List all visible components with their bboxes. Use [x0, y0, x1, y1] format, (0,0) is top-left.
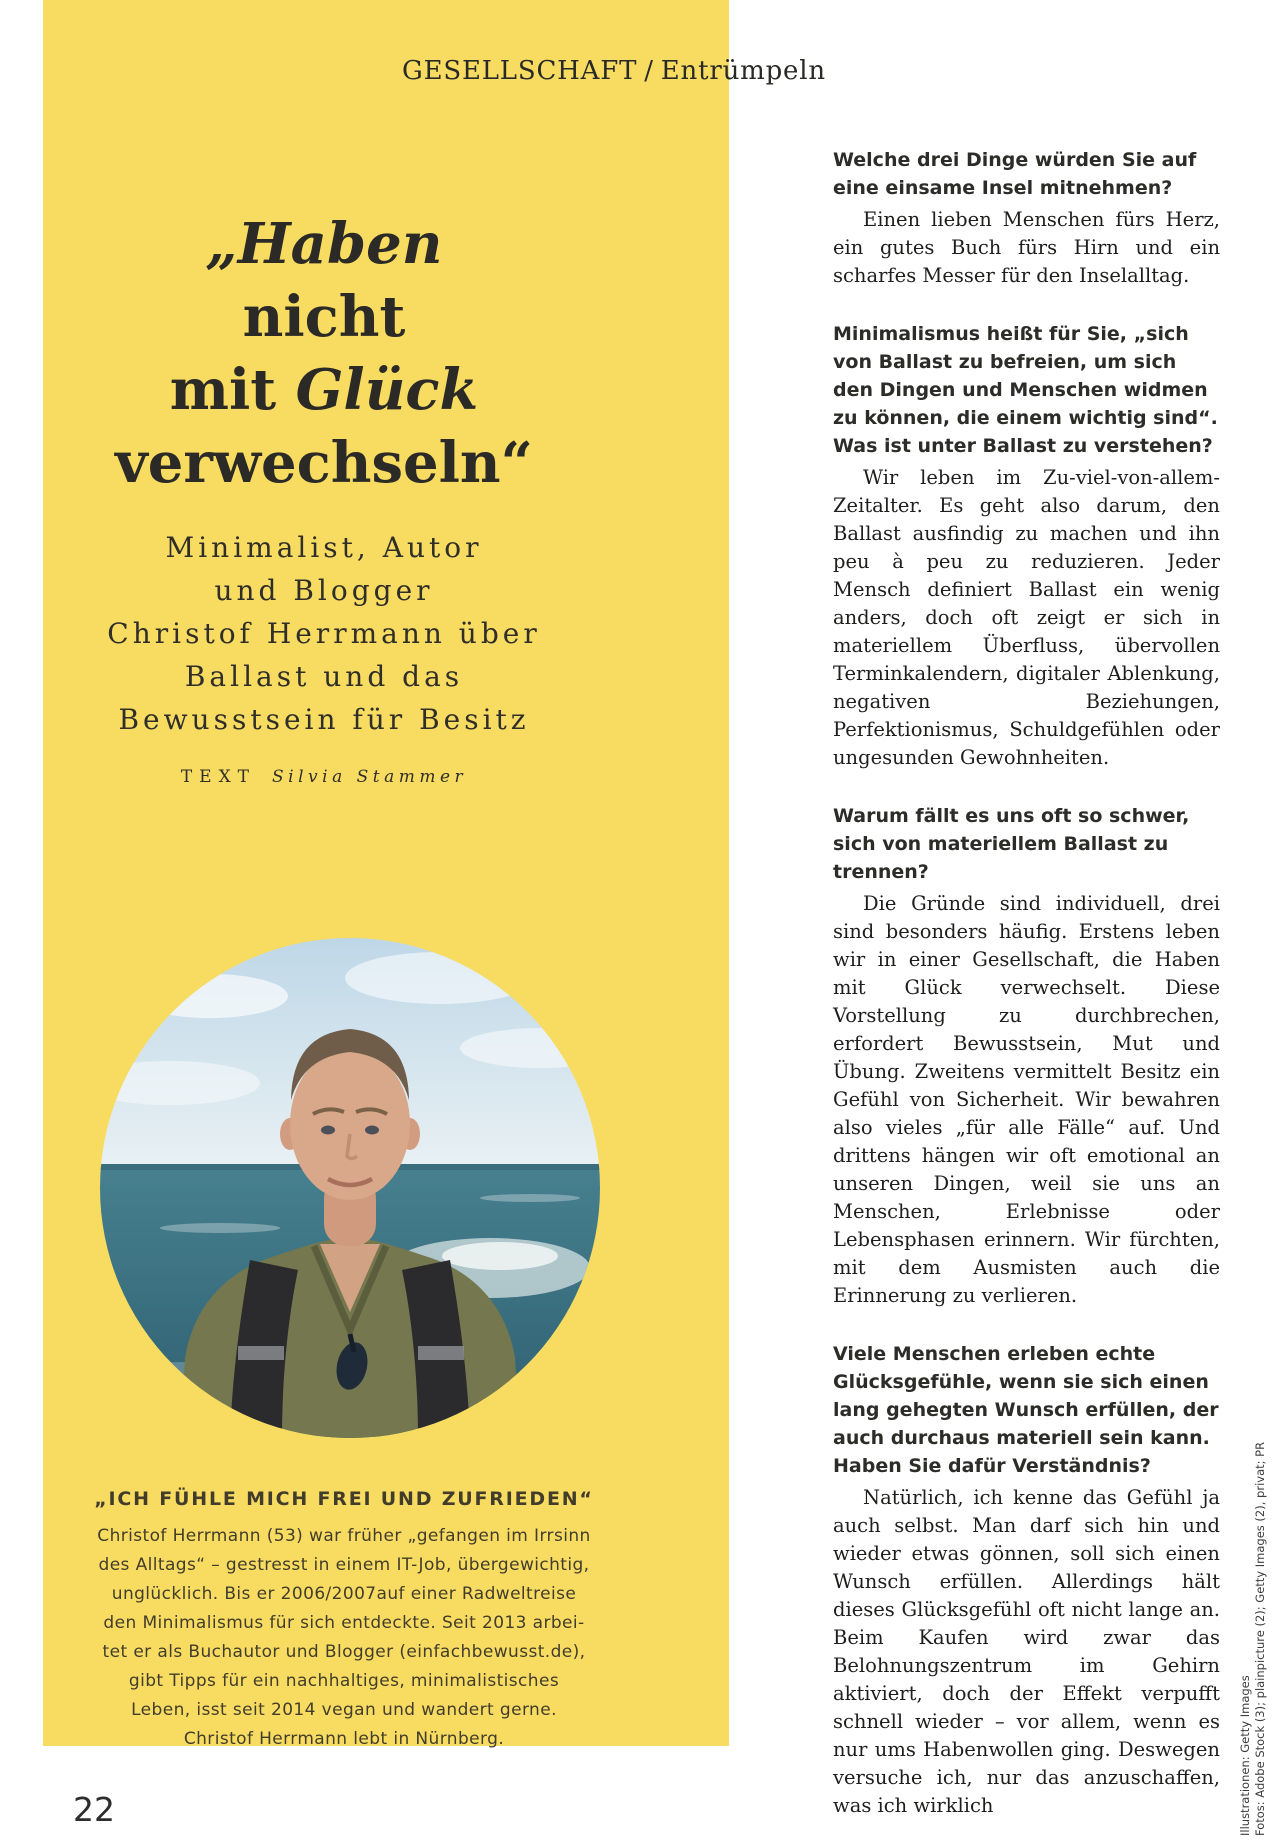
interview-question: Warum fällt es uns oft so schwer, sich von materiellem Ballast zu trennen? — [833, 805, 1190, 883]
interview-question: Welche drei Dinge würden Sie auf eine einsame Insel mitnehmen? — [833, 149, 1197, 199]
interview-answer: Wir leben im Zu-viel-von-allem-Zeitalter. Es geht also darum, den Ballast ausfindig zu machen und ihn peu à peu zu reduzieren. Jeder Mensch definiert Ballast ein wenig anders, doch oft zeigt er sich in materiellem Überfluss, übervollen Terminkalendern, digitaler Ablenkung, negativen Beziehungen, Perfektionismus, Schuldgefühlen oder ungesunden Gewohnheiten. — [833, 466, 1220, 769]
portrait-caption — [63, 1488, 625, 1754]
topic-label: Entrümpeln — [660, 56, 826, 86]
caption-line: unglücklich. Bis er 2006/2007auf einer Radweltreise — [111, 1584, 577, 1604]
feature-column — [43, 0, 605, 787]
caption-line: tet er als Buchautor und Blogger (einfachbewusst.de), — [102, 1642, 586, 1662]
caption-line: gibt Tipps für ein nachhaltiges, minimalistisches — [128, 1671, 560, 1691]
credits-photos: Fotos: Adobe Stock (3); plainpicture (2); Getty Images (2), privat; PR — [1253, 1441, 1267, 1836]
headline-line-3-italic: Glück — [295, 357, 479, 423]
caption-line: den Minimalismus für sich entdeckte. Seit 2013 arbei- — [103, 1613, 585, 1633]
headline-line-1: „Haben — [205, 211, 443, 277]
subtitle-line: Bewusstsein für Besitz — [118, 703, 530, 736]
portrait-photo — [100, 938, 600, 1438]
subtitle-line: und Blogger — [214, 574, 434, 607]
headline-line-2: nicht — [242, 284, 406, 350]
section-label: GESELLSCHAFT — [402, 56, 638, 86]
page-number: 22 — [73, 1790, 115, 1829]
headline-line-4: verwechseln“ — [115, 430, 533, 496]
headline-line-3 — [43, 354, 605, 427]
byline-label: TEXT — [180, 767, 257, 787]
caption-line: Leben, isst seit 2014 vegan und wandert gerne. — [131, 1700, 557, 1720]
interview-answer: Einen lieben Menschen fürs Herz, ein gutes Buch fürs Hirn und ein scharfes Messer für den Inselalltag. — [833, 208, 1220, 287]
subtitle — [43, 526, 605, 741]
interview-answer: Natürlich, ich kenne das Gefühl ja auch selbst. Man darf sich hin und wieder etwas gönnen, soll sich einen Wunsch erfüllen. Allerdings hält dieses Glücksgefühl oft nicht lange an. Beim Kaufen wird zwar das Belohnungszentrum im Gehirn aktiviert, doch der Effekt verpufft schnell wieder – vor allem, wenn es nur ums Habenwollen ging. Deswegen versuche ich, nur das anzuschaffen, was ich wirklich — [833, 1486, 1220, 1817]
section-separator: / — [644, 56, 654, 86]
interview-column — [833, 146, 1220, 1820]
subtitle-line: Christof Herrmann über — [107, 617, 541, 650]
interview-question: Viele Menschen erleben echte Glücksgefühle, wenn sie sich einen lang gehegten Wunsch erfüllen, der auch durchaus materiell sein kann. Haben Sie dafür Verständnis? — [833, 1343, 1219, 1477]
headline-line-3-roman: mit — [169, 357, 277, 423]
portrait-photo-illustration — [100, 938, 600, 1438]
interview-answer: Die Gründe sind individuell, drei sind besonders häufig. Erstens leben wir in einer Gesellschaft, die Haben mit Glück verwechselt. Diese Vorstellung zu durchbrechen, erfordert Bewusstsein, Mut und Übung. Zweitens vermittelt Besitz ein Gefühl von Sicherheit. Wir bewahren also vieles „für alle Fälle“ auf. Und drittens hängen wir oft emotional an unseren Dingen, weil sie uns an Menschen, Erlebnisse oder Lebensphasen erinnern. Wir fürchten, mit dem Ausmisten auch die Erinnerung zu verlieren. — [833, 892, 1220, 1307]
interview-question: Minimalismus heißt für Sie, „sich von Ballast zu befreien, um sich den Dingen und Menschen widmen zu können, die einem wichtig sind“. Was ist unter Ballast zu verstehen? — [833, 323, 1218, 457]
photo-credits — [1238, 1136, 1268, 1836]
caption-line: Christof Herrmann lebt in Nürnberg. — [183, 1729, 505, 1749]
headline — [43, 208, 605, 500]
caption-line: Christof Herrmann (53) war früher „gefangen im Irrsinn — [97, 1526, 591, 1546]
subtitle-line: Minimalist, Autor — [165, 531, 483, 564]
caption-line: des Alltags“ – gestresst in einem IT-Job, übergewichtig, — [98, 1555, 590, 1575]
subtitle-line: Ballast und das — [184, 660, 464, 693]
byline-author: Silvia Stammer — [272, 767, 468, 787]
byline — [43, 767, 605, 787]
credits-illustrations: Illustrationen: Getty Images — [1238, 1675, 1252, 1836]
caption-title: „ICH FÜHLE MICH FREI UND ZUFRIEDEN“ — [94, 1488, 594, 1510]
